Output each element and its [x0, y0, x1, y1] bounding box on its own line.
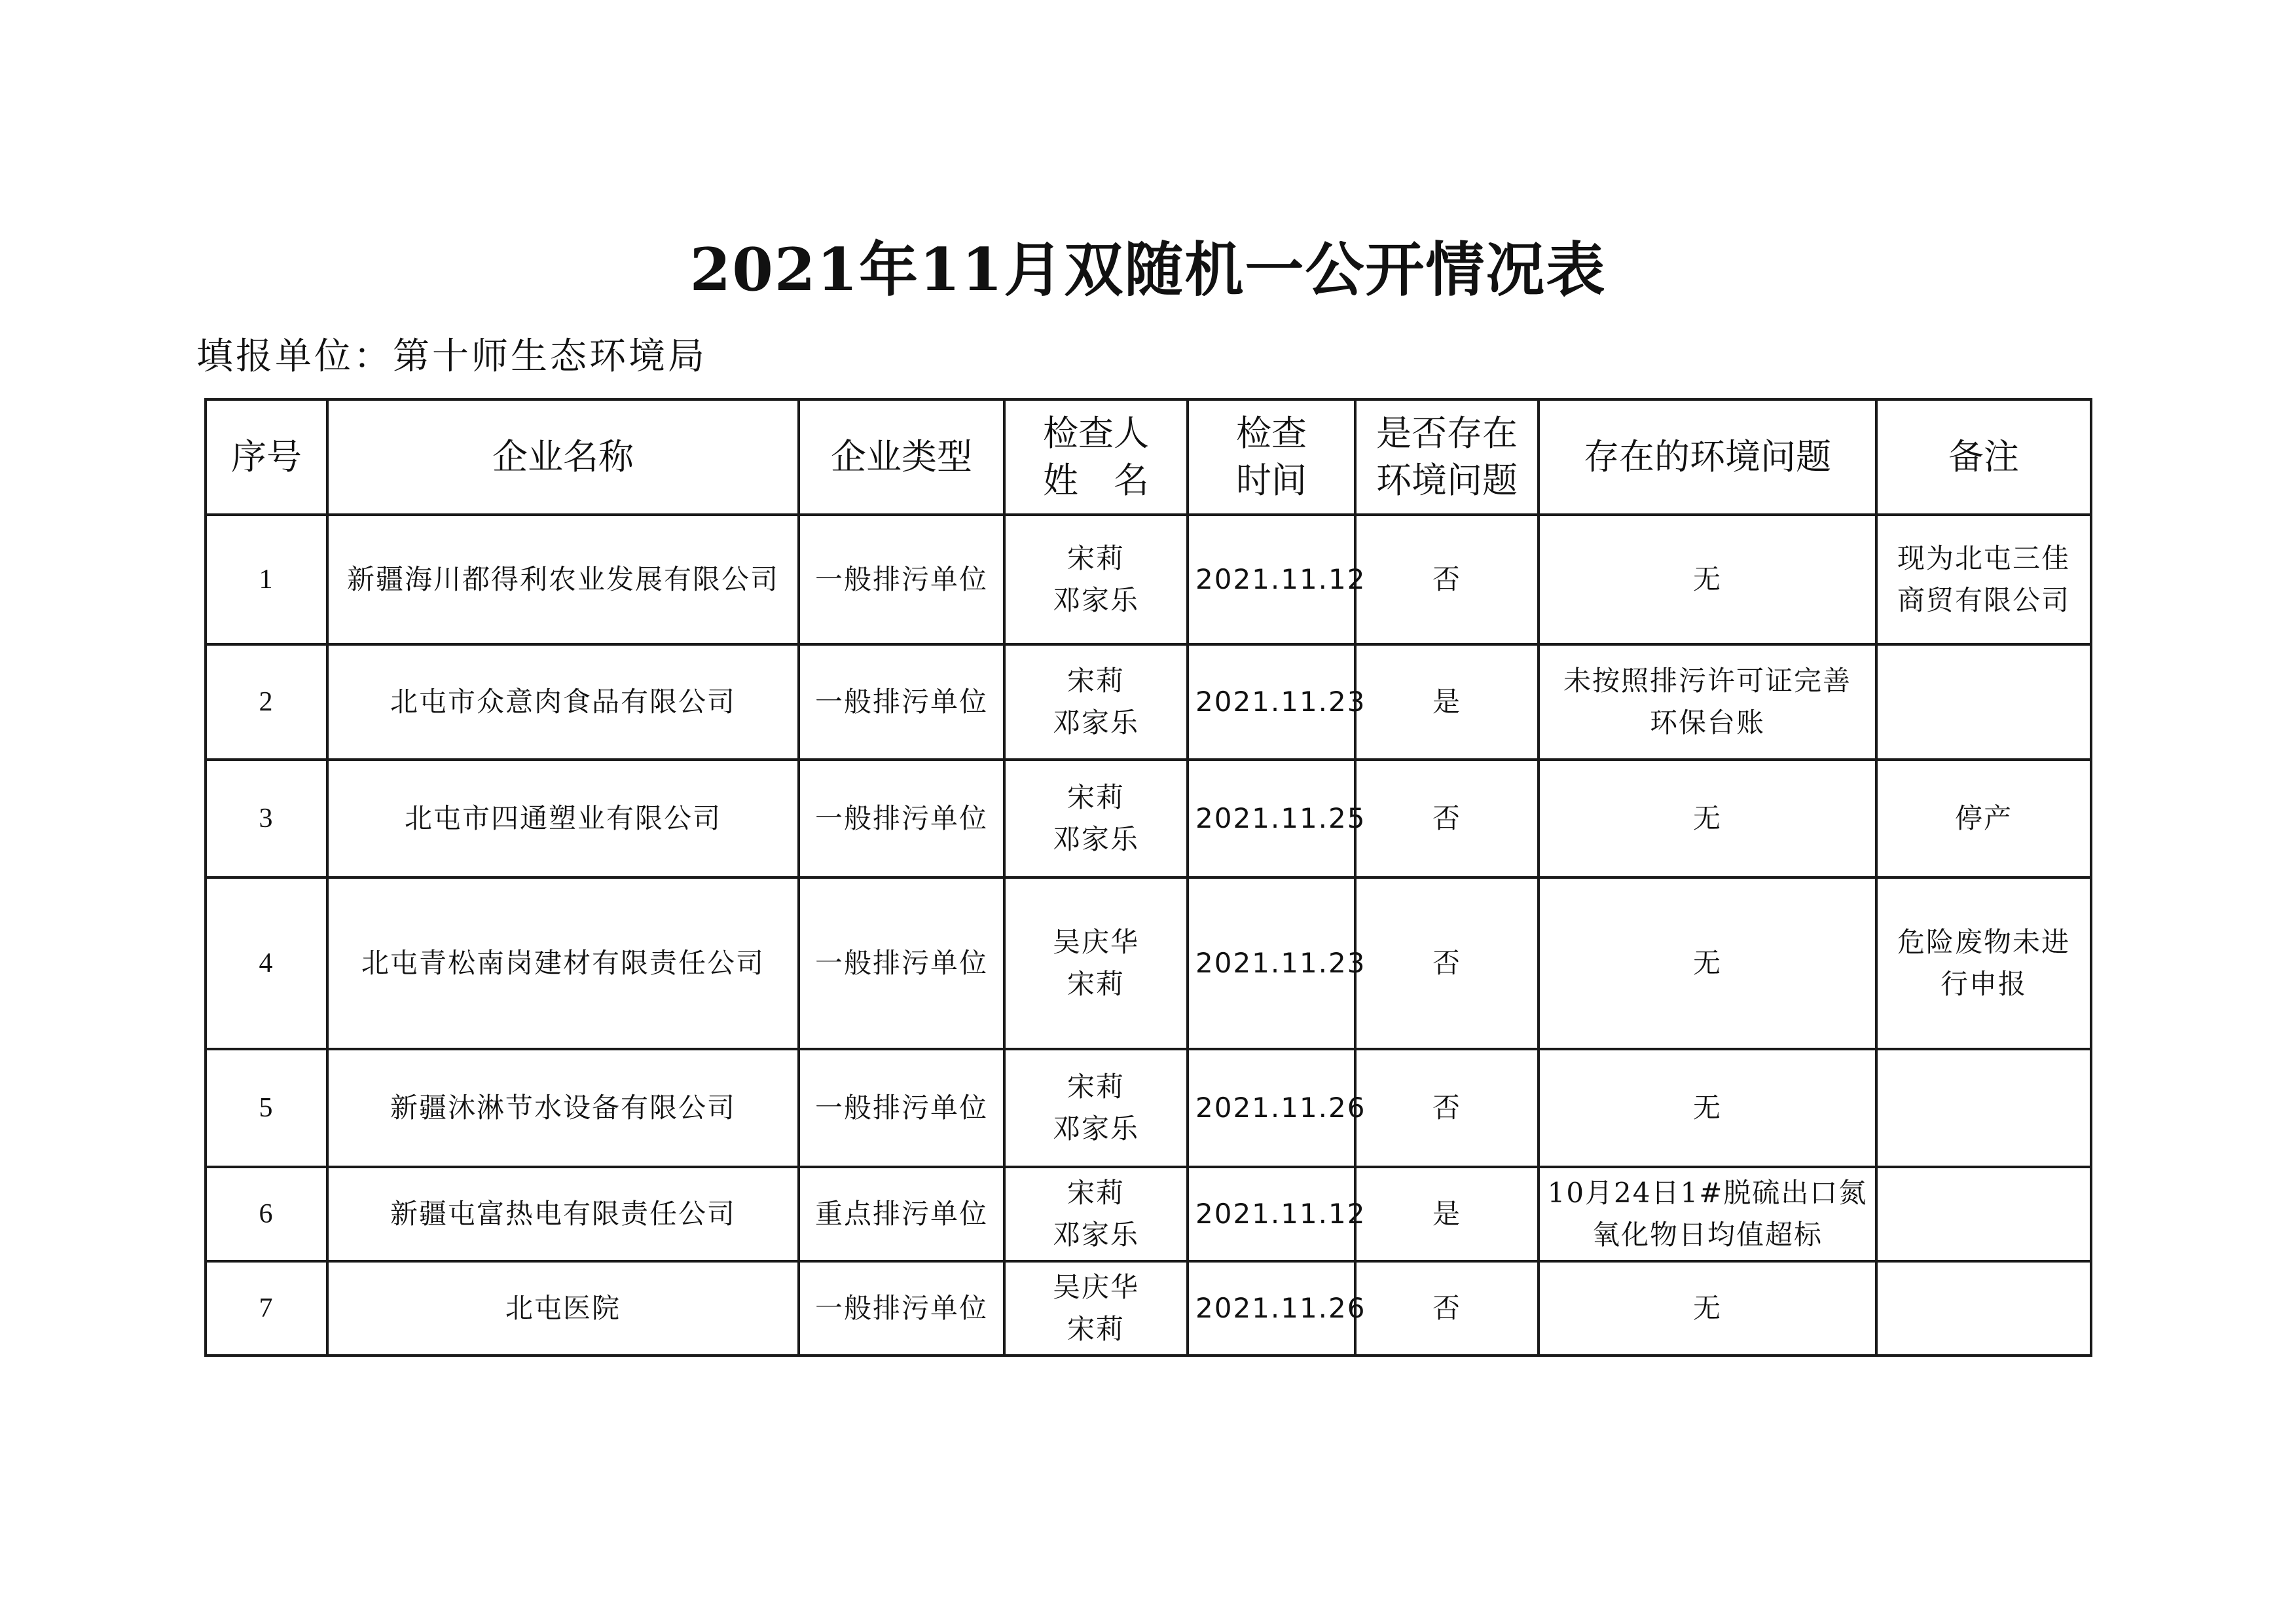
cell-seq: 5 [206, 1049, 327, 1167]
table-row [206, 877, 2091, 1049]
cell-inspector [1004, 515, 1188, 644]
issue-line1: 10月24日1#脱硫出口氮 [1547, 1177, 1868, 1209]
cell-company-name: 新疆沐淋节水设备有限公司 [327, 1049, 799, 1167]
table-row [206, 1167, 2091, 1261]
cell-issues [1539, 877, 1876, 1049]
cell-date: 2021.11.12 [1188, 1167, 1355, 1261]
cell-seq: 3 [206, 760, 327, 877]
header-seq: 序号 [206, 399, 327, 515]
inspector-2: 邓家乐 [1052, 707, 1139, 739]
cell-company-name: 北屯市四通塑业有限公司 [327, 760, 799, 877]
cell-company-type: 一般排污单位 [799, 644, 1004, 760]
cell-seq: 2 [206, 644, 327, 760]
header-inspection-time [1188, 399, 1355, 515]
cell-has-issue: 否 [1355, 1261, 1539, 1356]
inspector-2: 宋莉 [1066, 1313, 1125, 1345]
inspector-2: 邓家乐 [1052, 823, 1139, 855]
remark-line2: 商贸有限公司 [1897, 584, 2070, 616]
cell-company-name: 新疆屯富热电有限责任公司 [327, 1167, 799, 1261]
remark-line2: 行申报 [1940, 968, 2027, 1000]
cell-inspector [1004, 1167, 1188, 1261]
table-header-row [206, 399, 2091, 515]
remark-line1: 危险废物未进 [1897, 926, 2070, 958]
issue-line1: 无 [1692, 947, 1722, 979]
inspector-2: 邓家乐 [1052, 584, 1139, 616]
issue-line1: 无 [1692, 1292, 1722, 1324]
cell-seq: 7 [206, 1261, 327, 1356]
reporting-unit: 填报单位：第十师生态环境局 [196, 335, 707, 378]
cell-company-name: 北屯青松南岗建材有限责任公司 [327, 877, 799, 1049]
issue-line1: 无 [1692, 1092, 1722, 1124]
cell-inspector [1004, 1049, 1188, 1167]
issue-line1: 未按照排污许可证完善 [1563, 665, 1851, 697]
cell-date: 2021.11.23 [1188, 644, 1355, 760]
cell-company-type: 一般排污单位 [799, 1049, 1004, 1167]
cell-issues [1539, 1049, 1876, 1167]
cell-company-name: 北屯市众意肉食品有限公司 [327, 644, 799, 760]
cell-inspector [1004, 1261, 1188, 1356]
header-has-issue [1355, 399, 1539, 515]
page-title: 2021年11月双随机一公开情况表 [689, 235, 1607, 304]
header-company-name: 企业名称 [327, 399, 799, 515]
cell-issues [1539, 1261, 1876, 1356]
table-row [206, 1261, 2091, 1356]
cell-has-issue: 否 [1355, 515, 1539, 644]
issue-line1: 无 [1692, 563, 1722, 595]
inspector-1: 宋莉 [1066, 781, 1125, 813]
remark-line1: 停产 [1954, 802, 2013, 834]
cell-company-type: 一般排污单位 [799, 515, 1004, 644]
cell-remarks [1876, 877, 2091, 1049]
table-row [206, 644, 2091, 760]
cell-issues [1539, 760, 1876, 877]
inspector-1: 宋莉 [1066, 1071, 1125, 1103]
inspector-2: 邓家乐 [1052, 1113, 1139, 1145]
cell-remarks [1876, 644, 2091, 760]
header-issues: 存在的环境问题 [1539, 399, 1876, 515]
header-has-issue-line2: 环境问题 [1376, 460, 1518, 501]
inspector-1: 宋莉 [1066, 1177, 1125, 1209]
cell-company-type: 一般排污单位 [799, 877, 1004, 1049]
cell-company-type: 一般排污单位 [799, 760, 1004, 877]
cell-date: 2021.11.23 [1188, 877, 1355, 1049]
inspector-2: 宋莉 [1066, 968, 1125, 1000]
cell-has-issue: 是 [1355, 1167, 1539, 1261]
cell-inspector [1004, 877, 1188, 1049]
cell-remarks [1876, 1167, 2091, 1261]
inspector-1: 吴庆华 [1052, 926, 1139, 958]
header-time-line1: 检查 [1236, 413, 1307, 454]
cell-inspector [1004, 644, 1188, 760]
issue-line1: 无 [1692, 802, 1722, 834]
table-row [206, 515, 2091, 644]
remark-line1: 现为北屯三佳 [1897, 542, 2070, 574]
cell-company-type: 一般排污单位 [799, 1261, 1004, 1356]
cell-inspector [1004, 760, 1188, 877]
inspector-1: 宋莉 [1066, 542, 1125, 574]
cell-company-name: 北屯医院 [327, 1261, 799, 1356]
cell-issues [1539, 1167, 1876, 1261]
cell-issues [1539, 644, 1876, 760]
header-company-type: 企业类型 [799, 399, 1004, 515]
cell-issues [1539, 515, 1876, 644]
header-remarks: 备注 [1876, 399, 2091, 515]
inspector-1: 宋莉 [1066, 665, 1125, 697]
inspector-1: 吴庆华 [1052, 1271, 1139, 1303]
cell-date: 2021.11.12 [1188, 515, 1355, 644]
cell-remarks [1876, 1049, 2091, 1167]
issue-line2: 氧化物日均值超标 [1592, 1219, 1823, 1251]
issue-line2: 环保台账 [1649, 707, 1765, 739]
table-row [206, 1049, 2091, 1167]
cell-remarks [1876, 1261, 2091, 1356]
cell-date: 2021.11.25 [1188, 760, 1355, 877]
header-has-issue-line1: 是否存在 [1376, 413, 1518, 454]
header-inspector [1004, 399, 1188, 515]
inspector-2: 邓家乐 [1052, 1219, 1139, 1251]
cell-seq: 6 [206, 1167, 327, 1261]
cell-has-issue: 否 [1355, 1049, 1539, 1167]
cell-date: 2021.11.26 [1188, 1261, 1355, 1356]
cell-has-issue: 是 [1355, 644, 1539, 760]
cell-remarks [1876, 760, 2091, 877]
cell-remarks [1876, 515, 2091, 644]
cell-date: 2021.11.26 [1188, 1049, 1355, 1167]
table-row [206, 760, 2091, 877]
cell-company-name: 新疆海川都得利农业发展有限公司 [327, 515, 799, 644]
inspection-table [204, 398, 2092, 1357]
cell-seq: 4 [206, 877, 327, 1049]
header-inspector-line2: 姓 名 [1043, 460, 1149, 501]
cell-company-type: 重点排污单位 [799, 1167, 1004, 1261]
cell-has-issue: 否 [1355, 760, 1539, 877]
cell-has-issue: 否 [1355, 877, 1539, 1049]
header-inspector-line1: 检查人 [1043, 413, 1149, 454]
header-time-line2: 时间 [1236, 460, 1307, 501]
cell-seq: 1 [206, 515, 327, 644]
